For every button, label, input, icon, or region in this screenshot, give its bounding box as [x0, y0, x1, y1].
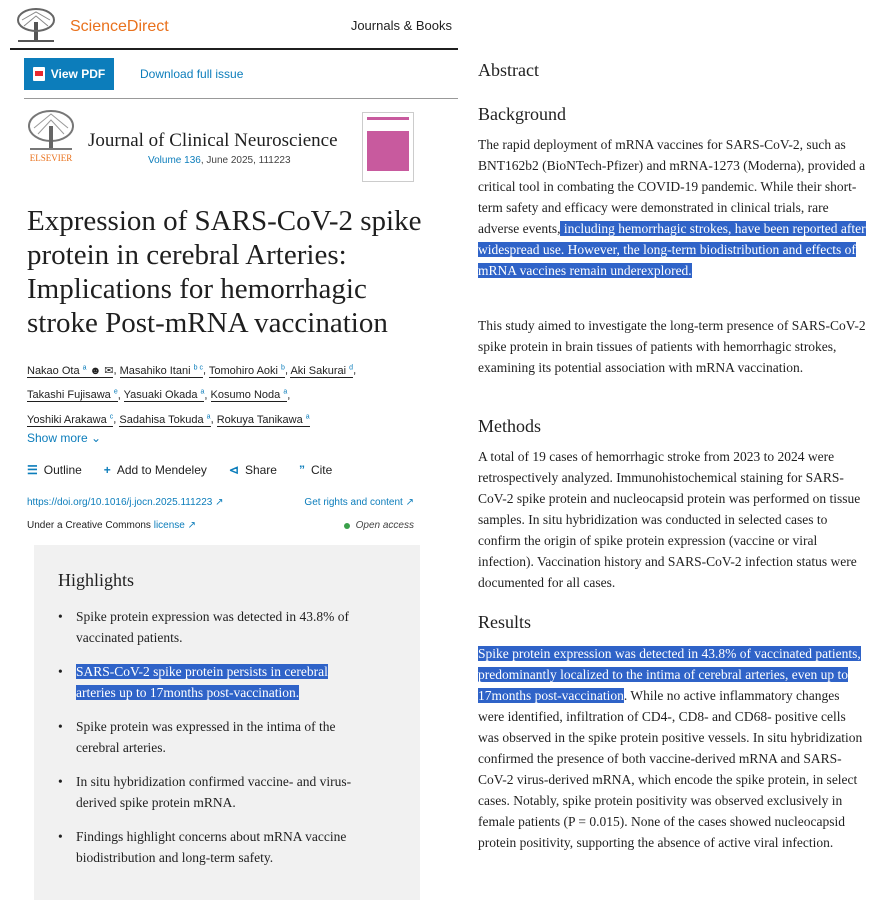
author-link[interactable]: Tomohiro Aoki $^b$ — [208, 364, 285, 377]
license-link[interactable]: license ↗ — [153, 520, 197, 531]
journal-name[interactable]: Journal of Clinical Neuroscience — [88, 130, 338, 151]
highlight-item: • Spike protein was expressed in the intima of the cerebral arteries. — [58, 717, 358, 758]
view-pdf-button[interactable] — [24, 58, 114, 90]
selected-text: Spike protein expression was detected in 43.8% of vaccinated patients, predominantly localized to the intima of cerebral arteries, even up to 17months post-vaccination — [478, 646, 861, 703]
selected-text: SARS-CoV-2 spike protein persists in cerebral arteries up to 17months post-vaccination. — [76, 664, 328, 700]
background-heading: Background — [478, 104, 566, 124]
highlights-box — [34, 545, 420, 900]
author-link[interactable]: Masahiko Itani $^{b c}$ — [119, 364, 203, 377]
author-list: Nakao Ota $^a$ ☻ ✉, Masahiko Itani $^{b c}$, Tomohiro Aoki $^b$, Aki Sakurai $^d$, Takashi Fujisawa $^e$, Yasuaki Okada $^a$, Kosumo Noda $^a$, Yoshiki Arakawa $^c$, Sadahisa Tokuda $^a$, Rokuya Tanikawa $^a$ — [27, 364, 357, 426]
site-header — [10, 8, 458, 50]
journals-books-link[interactable]: Journals & Books — [350, 18, 452, 33]
methods-paragraph: A total of 19 cases of hemorrhagic stroke from 2023 to 2024 were retrospectively analyzed. Immunohistochemical staining for SARS-CoV-2 spike protein and nucleocapsid protein was performed on tissue samples. In situ hybridization was conducted in selected cases to confirm the origin of spike protein expression (vaccine or viral infection). Vaccination history and SARS-CoV-2 infection status were documented for all cases. — [478, 449, 861, 590]
author-link[interactable]: Aki Sakurai $^d$ — [290, 364, 354, 377]
results-heading: Results — [478, 612, 532, 632]
author-link[interactable]: Yoshiki Arakawa $^c$ — [27, 413, 114, 426]
external-link-icon: ↗ — [215, 497, 224, 508]
show-more-button[interactable]: Show more ⌄ — [27, 431, 102, 445]
license-line: Under a Creative Commons license ↗ — [27, 520, 197, 531]
highlight-item — [58, 662, 358, 703]
publisher-name: ELSEVIER — [29, 153, 73, 163]
cite-button[interactable]: ” Cite — [298, 463, 333, 477]
article-toolbar — [27, 463, 354, 477]
journal-volume-line — [148, 155, 291, 166]
author-link[interactable]: Sadahisa Tokuda $^a$ — [119, 413, 211, 426]
elsevier-logo[interactable] — [24, 108, 78, 164]
highlight-item: • In situ hybridization confirmed vaccine- and virus-derived spike protein mRNA. — [58, 772, 358, 813]
pdf-icon — [33, 67, 45, 81]
background-paragraph-2: This study aimed to investigate the long-term presence of SARS-CoV-2 spike protein in brain tissues of patients with hemorrhagic strokes, examining its potential association with mRNA vaccination. — [478, 318, 866, 375]
plus-icon: + — [103, 463, 111, 477]
mail-icon: ✉ — [104, 364, 114, 377]
author-link[interactable]: Kosumo Noda $^a$ — [210, 388, 288, 402]
author-link[interactable]: Nakao Ota $^a$ ☻ ✉ — [27, 364, 114, 377]
background-paragraph: The rapid deployment of mRNA vaccines for SARS-CoV-2, such as BNT162b2 (BioNTech-Pfizer) and mRNA-1273 (Moderna), provided a critical tool in combating the COVID-19 pandemic. While their short-term safety and efficacy were demonstrated in clinical trials, rare adverse events, including hemorrhagic strokes, have been reported after widespread use. However, the long-term biodistribution and effects of mRNA vaccines remain underexplored. — [478, 137, 866, 278]
person-icon: ☻ — [89, 364, 102, 377]
open-access-badge: Open access — [344, 520, 414, 531]
highlights-list — [58, 607, 358, 882]
external-link-icon: ↗ — [405, 497, 414, 508]
share-icon: ⊲ — [228, 463, 239, 477]
abstract-title: Abstract — [478, 60, 539, 80]
author-link[interactable]: Rokuya Tanikawa $^a$ — [216, 413, 310, 426]
list-icon: ☰ — [27, 463, 38, 477]
results-paragraph: Spike protein expression was detected in 43.8% of vaccinated patients, predominantly localized to the intima of cerebral arteries, even up to 17months post-vaccination. While no active inflammatory changes were identified, infiltration of CD4-, CD8- and CD68- positive cells was observed in the spike protein positive vessels. In situ hybridization confirmed the presence of both vaccine-derived mRNA and SARS-CoV-2 virus-derived mRNA, which encode the spike protein, in select cases. Notably, spike protein positivity was observed exclusively in female patients (P = 0.015). None of the cases showed nucleocapsid protein positivity, supporting the absence of active viral infection. — [478, 646, 863, 850]
quote-icon: ” — [298, 463, 305, 477]
share-button[interactable]: ⊲ Share — [228, 463, 277, 477]
highlight-item: • Findings highlight concerns about mRNA vaccine biodistribution and long-term safety. — [58, 827, 358, 868]
article-title: Expression of SARS-CoV-2 spike protein in cerebral Arteries: Implications for hemorrhagic stroke Post-mRNA vaccination — [27, 205, 422, 339]
view-pdf-label: View PDF — [50, 67, 106, 81]
divider — [24, 98, 458, 99]
open-access-dot-icon — [344, 523, 350, 529]
doi-link[interactable]: https://doi.org/10.1016/j.jocn.2025.111223 ↗ — [27, 497, 224, 508]
outline-button[interactable]: ☰ Outline — [27, 463, 82, 477]
issue-date: , June 2025, 111223 — [200, 155, 291, 166]
add-mendeley-button[interactable]: + Add to Mendeley — [103, 463, 207, 477]
site-name[interactable]: ScienceDirect — [70, 18, 169, 35]
volume-link[interactable]: Volume 136 — [148, 155, 201, 166]
abstract-panel — [460, 0, 885, 900]
elsevier-tree-logo[interactable] — [14, 8, 58, 44]
journal-cover-image[interactable] — [362, 112, 414, 182]
methods-heading: Methods — [478, 416, 541, 436]
download-issue-link[interactable]: Download full issue — [140, 67, 244, 81]
author-link[interactable]: Takashi Fujisawa $^e$ — [27, 388, 118, 402]
highlight-item: • Spike protein expression was detected in 43.8% of vaccinated patients. — [58, 607, 358, 648]
chevron-down-icon: ⌄ — [91, 431, 102, 445]
selected-text: including hemorrhagic strokes, have been reported after widespread use. However, the long-term biodistribution and effects of mRNA vaccines remain underexplored. — [478, 221, 866, 278]
highlights-title: Highlights — [58, 570, 135, 590]
author-link[interactable]: Yasuaki Okada $^a$ — [123, 388, 205, 402]
rights-link[interactable]: Get rights and content ↗ — [304, 497, 414, 508]
